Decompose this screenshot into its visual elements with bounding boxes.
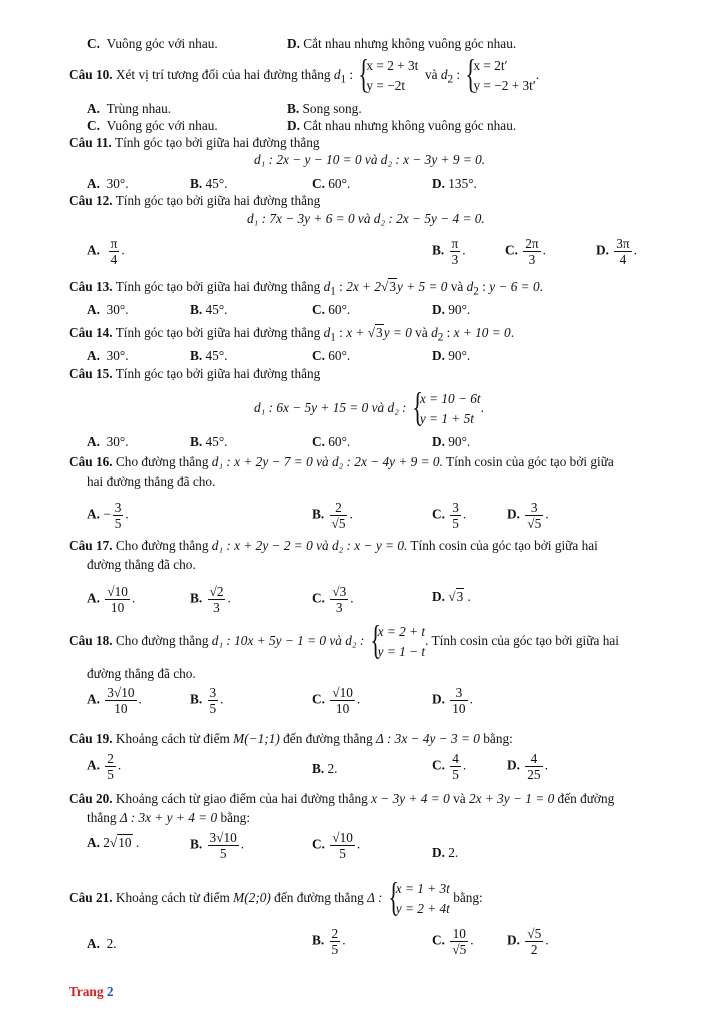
option-b: B. $\frac{3√10}{5}$ . xyxy=(190,830,245,861)
question-16: Câu 16. Cho đường thẳng d₁ : x + 2y − 7 = 0 và d₂ : 2x − 4y + 9 = 0. Tính cosin của góc tạo bởi giữa xyxy=(69,454,614,469)
option-b: B. $\frac{2}{5}$ . xyxy=(312,926,346,957)
system-line: y = 2 + 4t xyxy=(395,901,450,916)
option-a: A. 30°. xyxy=(87,434,129,449)
option-d: D. √3 . xyxy=(432,589,471,604)
system-line: y = −2 + 3t′ xyxy=(473,78,536,93)
option-c: C. Vuông góc với nhau. xyxy=(87,118,218,133)
option-c: C. $\frac{2\pi}{3}$ . xyxy=(505,236,546,267)
option-a: A. 30°. xyxy=(87,176,129,191)
equation: d₁ : 6x − 5y + 15 = 0 và d₂ : { x = 10 − 6t y = 1 + 5t. xyxy=(254,389,484,429)
option-b: B. 45°. xyxy=(190,302,228,317)
option-b: B. $\frac{√2}{3}$ . xyxy=(190,584,231,615)
option-b: B. 45°. xyxy=(190,348,228,363)
option-c: C. 60°. xyxy=(312,302,351,317)
option-a: A. Trùng nhau. xyxy=(87,101,172,116)
option-c: C. 60°. xyxy=(312,348,351,363)
option-c: C. 60°. xyxy=(312,176,351,191)
system-line: y = 1 − t xyxy=(377,644,426,659)
option-a: A. $\frac{\pi}{4}$ . xyxy=(87,236,125,267)
question-10: Câu 10. Xét vị trí tương đối của hai đường thẳng $d_1$ : { x = 2 + 3t y = −2t và $d_2$ : { x = 2t′ y = −2 + 3t′. xyxy=(69,56,539,96)
option-d: D. Cắt nhau nhưng không vuông góc nhau. xyxy=(287,118,517,133)
equation: d₁ : 2x − y − 10 = 0 và d₂ : x − 3y + 9 = 0. xyxy=(254,152,486,167)
question-text: đường thẳng đã cho. xyxy=(87,557,196,572)
option-b: B. Song song. xyxy=(287,101,362,116)
question-21: Câu 21. Khoảng cách từ điểm M(2;0) đến đường thẳng Δ : { x = 1 + 3t y = 2 + 4t bằng: xyxy=(69,879,483,919)
question-15: Câu 15. Tính góc tạo bởi giữa hai đường thẳng xyxy=(69,366,321,381)
option-a: A. 30°. xyxy=(87,348,129,363)
option-d: D. $\frac{3}{√5}$ . xyxy=(507,500,549,531)
question-19: Câu 19. Khoảng cách từ điểm M(−1;1) đến đường thẳng Δ : 3x − 4y − 3 = 0 bằng: xyxy=(69,731,513,746)
option-b: B. $\frac{3}{5}$ . xyxy=(190,685,224,716)
option-a: A. 2√10 . xyxy=(87,835,140,850)
option-a: A. $\frac{3√10}{10}$ . xyxy=(87,685,142,716)
question-17: Câu 17. Cho đường thẳng d₁ : x + 2y − 2 = 0 và d₂ : x − y = 0. Tính cosin của góc tạo bởi giữa hai xyxy=(69,538,598,553)
question-11: Câu 11. Tính góc tạo bởi giữa hai đường thẳng xyxy=(69,135,320,150)
option-a: A. 2. xyxy=(87,936,117,951)
question-14: Câu 14. Tính góc tạo bởi giữa hai đường thẳng $d_1$ : x + √3y = 0 và $d_2$ : x + 10 = 0. xyxy=(69,325,515,344)
option-a: A. − $\frac{3}{5}$ . xyxy=(87,500,129,531)
system-line: x = 10 − 6t xyxy=(419,391,481,406)
option-d: D. 135°. xyxy=(432,176,477,191)
question-text: đường thẳng đã cho. xyxy=(87,666,196,681)
option-a: A. $\frac{2}{5}$ . xyxy=(87,751,122,782)
option-c: C. Vuông góc với nhau. xyxy=(87,36,218,51)
option-c: C. $\frac{√10}{5}$ . xyxy=(312,830,361,861)
page-footer: Trang 2 xyxy=(69,984,114,999)
question-12: Câu 12. Tính góc tạo bởi giữa hai đường thẳng xyxy=(69,193,321,208)
equation: d₁ : 7x − 3y + 6 = 0 và d₂ : 2x − 5y − 4 = 0. xyxy=(247,211,485,226)
system-line: x = 2 + 3t xyxy=(366,58,419,73)
system-line: y = −2t xyxy=(366,78,406,93)
system-line: y = 1 + 5t xyxy=(419,411,474,426)
option-a: A. 30°. xyxy=(87,302,129,317)
option-b: B. 45°. xyxy=(190,434,228,449)
question-text: thẳng Δ : 3x + y + 4 = 0 bằng: xyxy=(87,810,251,825)
option-d: D. $\frac{√5}{2}$ . xyxy=(507,926,549,957)
question-20: Câu 20. Khoảng cách từ giao điểm của hai đường thẳng x − 3y + 4 = 0 và 2x + 3y − 1 = 0 đến đường xyxy=(69,791,615,806)
option-d: D. 90°. xyxy=(432,302,471,317)
option-c: C. $\frac{3}{5}$ . xyxy=(432,500,467,531)
option-c: C. $\frac{10}{√5}$ . xyxy=(432,926,474,957)
system-line: x = 2 + t xyxy=(377,624,426,639)
option-d: D. $\frac{3}{10}$ . xyxy=(432,685,473,716)
option-c: C. $\frac{√10}{10}$ . xyxy=(312,685,361,716)
option-d: D. Cắt nhau nhưng không vuông góc nhau. xyxy=(287,36,517,51)
option-b: B. 45°. xyxy=(190,176,228,191)
system-line: x = 2t′ xyxy=(473,58,508,73)
option-c: C. 60°. xyxy=(312,434,351,449)
option-b: B. 2. xyxy=(312,761,338,776)
question-13: Câu 13. Tính góc tạo bởi giữa hai đường thẳng $d_1$ : 2x + 2√3y + 5 = 0 và $d_2$ : y − 6 = 0. xyxy=(69,279,543,298)
option-b: B. $\frac{2}{√5}$ . xyxy=(312,500,353,531)
option-a: A. $\frac{√10}{10}$ . xyxy=(87,584,136,615)
option-d: D. 90°. xyxy=(432,434,471,449)
option-d: D. $\frac{3\pi}{4}$ . xyxy=(596,236,637,267)
system-line: x = 1 + 3t xyxy=(395,881,450,896)
option-d: D. 2. xyxy=(432,845,459,860)
option-b: B. $\frac{\pi}{3}$ . xyxy=(432,236,466,267)
option-d: D. 90°. xyxy=(432,348,471,363)
option-c: C. $\frac{√3}{3}$ . xyxy=(312,584,354,615)
question-18: Câu 18. Cho đường thẳng d₁ : 10x + 5y − 1 = 0 và d₂ : { x = 2 + t y = 1 − t. Tính cosin của góc tạo bởi giữa hai xyxy=(69,622,619,662)
question-text: hai đường thẳng đã cho. xyxy=(87,474,216,489)
option-c: C. $\frac{4}{5}$ . xyxy=(432,751,467,782)
option-d: D. $\frac{4}{25}$ . xyxy=(507,751,548,782)
